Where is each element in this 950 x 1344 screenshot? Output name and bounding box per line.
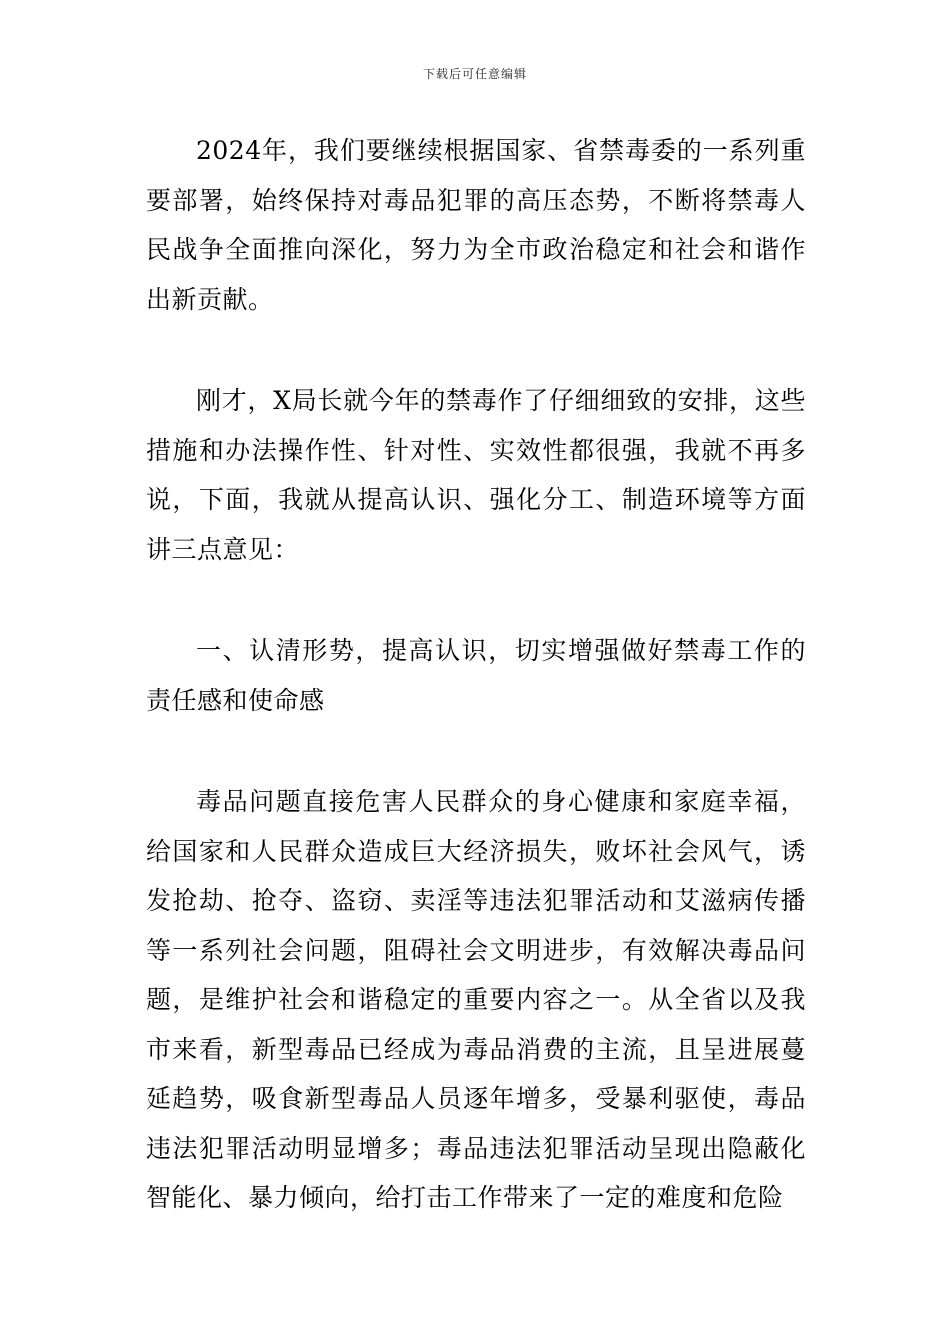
- page-header-note: 下载后可任意编辑: [422, 67, 527, 81]
- section-heading-one: 一、认清形势，提高认识，切实增强做好禁毒工作的责任感和使命感: [146, 636, 806, 715]
- paragraph-opening-remarks: 刚才，X局长就今年的禁毒作了仔细细致的安排，这些措施和办法操作性、针对性、实效性都很强，我就不再多说，下面，我就从提高认识、强化分工、制造环境等方面讲三点意见：: [146, 386, 806, 564]
- paragraph-drug-problem: 毒品问题直接危害人民群众的身心健康和家庭幸福，给国家和人民群众造成巨大经济损失，败坏社会风气，诱发抢劫、抢夺、盗窃、卖淫等违法犯罪活动和艾滋病传播等一系列社会问题，阻碍社会文明进步，有效解决毒品问题，是维护社会和谐稳定的重要内容之一。从全省以及我市来看，新型毒品已经成为毒品消费的主流，且呈进展蔓延趋势，吸食新型毒品人员逐年增多，受暴利驱使，毒品违法犯罪活动明显增多；毒品违法犯罪活动呈现出隐蔽化智能化、暴力倾向，给打击工作带来了一定的难度和危险: [146, 787, 806, 1212]
- paragraph-intro: 2024年，我们要继续根据国家、省禁毒委的一系列重要部署，始终保持对毒品犯罪的高压态势，不断将禁毒人民战争全面推向深化，努力为全市政治稳定和社会和谐作出新贡献。: [146, 136, 806, 314]
- document-body: [146, 126, 806, 1275]
